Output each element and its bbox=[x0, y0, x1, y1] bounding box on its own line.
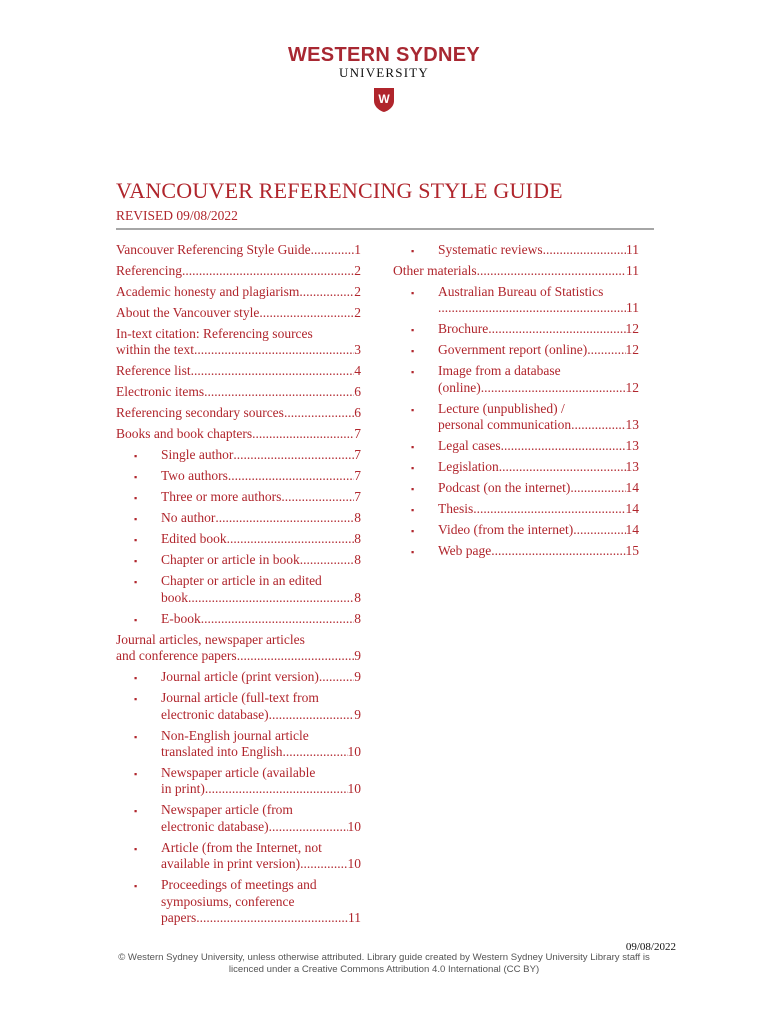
toc-entry-text: Other materials bbox=[393, 263, 477, 278]
toc-entry-text: Books and book chapters bbox=[116, 426, 253, 442]
dot-leader bbox=[319, 669, 354, 685]
toc-page-number: 11 bbox=[626, 242, 639, 257]
toc-entry-text: Single author bbox=[161, 447, 234, 463]
bullet-icon: ▪ bbox=[134, 843, 138, 854]
toc-entry[interactable] bbox=[393, 480, 639, 496]
dot-leader bbox=[587, 342, 625, 358]
toc-entry-text: Web page bbox=[438, 543, 492, 559]
toc-entry[interactable] bbox=[116, 552, 361, 568]
toc-entry-text: E-book bbox=[161, 610, 201, 626]
toc-page-number: 10 bbox=[347, 781, 361, 797]
bullet-icon: ▪ bbox=[411, 547, 415, 558]
dot-leader bbox=[228, 468, 354, 484]
dot-leader bbox=[205, 781, 348, 797]
dot-leader bbox=[204, 384, 354, 400]
dot-leader bbox=[182, 263, 354, 279]
toc-entry-text: Systematic reviews bbox=[438, 242, 543, 257]
toc-entry-text: translated into English bbox=[161, 744, 283, 760]
dot-leader bbox=[284, 405, 354, 421]
toc-entry-text: Legal cases bbox=[438, 438, 501, 454]
toc-entry-text: Two authors bbox=[161, 468, 228, 484]
logo-name: WESTERN SYDNEY bbox=[287, 44, 480, 66]
toc-page-number: 2 bbox=[354, 263, 361, 278]
toc-entry-text: Video (from the internet) bbox=[438, 522, 574, 538]
toc-page-number: 3 bbox=[354, 342, 361, 358]
bullet-icon: ▪ bbox=[411, 346, 415, 357]
bullet-icon: ▪ bbox=[134, 806, 138, 817]
crest-shield-icon bbox=[373, 87, 395, 113]
toc-page-number: 9 bbox=[354, 669, 361, 685]
toc-page-number: 8 bbox=[354, 610, 361, 626]
toc-entry-text: Academic honesty and plagiarism bbox=[116, 284, 300, 299]
toc-entry-text: symposiums, conference bbox=[161, 893, 295, 909]
toc-column-left bbox=[116, 242, 361, 931]
footer-line-2: licenced under a Creative Commons Attribution 4.0 International (CC BY) bbox=[228, 963, 540, 975]
bullet-icon: ▪ bbox=[411, 246, 415, 256]
toc-page-number: 6 bbox=[354, 384, 361, 400]
dot-leader bbox=[573, 522, 625, 538]
dot-leader bbox=[269, 819, 348, 835]
toc-entry-text: papers bbox=[161, 910, 197, 926]
toc-entry-text: Referencing bbox=[116, 263, 182, 278]
toc-entry-text: within the text bbox=[116, 342, 194, 358]
toc-entry[interactable] bbox=[393, 263, 639, 279]
bullet-icon: ▪ bbox=[411, 442, 415, 453]
dot-leader bbox=[191, 363, 355, 379]
bullet-icon: ▪ bbox=[134, 769, 138, 780]
toc-entry-text: Chapter or article in book bbox=[161, 552, 300, 568]
toc-page-number: 8 bbox=[354, 589, 361, 605]
toc-page-number: 13 bbox=[625, 417, 639, 433]
toc-entry-text: Government report (online) bbox=[438, 342, 588, 358]
toc-entry[interactable] bbox=[116, 263, 361, 279]
dot-leader bbox=[201, 611, 355, 627]
toc-entry-text: Newspaper article (from bbox=[161, 802, 293, 818]
toc-page-number: 4 bbox=[354, 363, 361, 379]
toc-page-number: 13 bbox=[625, 438, 639, 454]
crest-letter: W bbox=[378, 92, 390, 106]
bullet-icon: ▪ bbox=[134, 577, 138, 588]
toc-entry-text: No author bbox=[161, 510, 216, 526]
toc-entry-text: Non-English journal article bbox=[161, 727, 309, 743]
toc-entry[interactable] bbox=[116, 669, 361, 685]
bullet-icon: ▪ bbox=[411, 404, 415, 415]
toc-entry[interactable] bbox=[116, 468, 361, 484]
toc-page-number: 8 bbox=[354, 531, 361, 547]
toc-page-number: 2 bbox=[354, 305, 361, 320]
toc-entry[interactable] bbox=[116, 840, 361, 873]
dot-leader bbox=[237, 648, 355, 664]
toc-entry[interactable] bbox=[393, 242, 639, 258]
toc-entry-text: electronic database) bbox=[161, 818, 269, 834]
toc-entry-text: book bbox=[161, 589, 188, 605]
bullet-icon: ▪ bbox=[411, 484, 415, 495]
toc-page-number: 7 bbox=[354, 468, 361, 484]
bullet-icon: ▪ bbox=[134, 731, 138, 742]
toc-page-number: 7 bbox=[354, 489, 361, 505]
dot-leader bbox=[299, 284, 354, 300]
toc-entry-text: available in print version) bbox=[161, 856, 301, 872]
bullet-icon: ▪ bbox=[134, 556, 138, 567]
bullet-icon: ▪ bbox=[411, 288, 415, 298]
dot-leader bbox=[481, 380, 626, 396]
toc-page-number: 8 bbox=[354, 552, 361, 568]
dot-leader bbox=[252, 426, 354, 442]
dot-leader bbox=[215, 510, 354, 526]
dot-leader bbox=[300, 856, 347, 872]
toc-entry-text: Journal article (full-text from bbox=[161, 690, 319, 706]
dot-leader bbox=[282, 744, 347, 760]
toc-entry-text: Vancouver Referencing Style Guide bbox=[116, 242, 311, 257]
toc-page-number: 12 bbox=[625, 321, 639, 337]
toc-entry-text: Newspaper article (available bbox=[161, 765, 316, 781]
dot-leader bbox=[233, 447, 354, 463]
toc-entry[interactable] bbox=[116, 611, 361, 627]
toc-entry-text: About the Vancouver style bbox=[116, 305, 260, 320]
bullet-icon: ▪ bbox=[134, 514, 138, 525]
dot-leader bbox=[281, 489, 354, 505]
toc-entry-text: In-text citation: Referencing sources bbox=[116, 326, 313, 341]
footer-date: 09/08/2022 bbox=[625, 941, 676, 953]
toc-page-number: 11 bbox=[626, 300, 639, 316]
toc-entry[interactable] bbox=[116, 489, 361, 505]
toc-entry-text: Podcast (on the internet) bbox=[438, 480, 571, 496]
bullet-icon: ▪ bbox=[411, 325, 415, 336]
toc-entry[interactable] bbox=[393, 284, 639, 317]
title-divider bbox=[116, 228, 654, 230]
dot-leader bbox=[194, 342, 354, 358]
bullet-icon: ▪ bbox=[411, 367, 415, 378]
toc-entry-text: Journal articles, newspaper articles bbox=[116, 631, 305, 647]
toc-entry[interactable] bbox=[393, 438, 639, 454]
toc-entry-text: Brochure bbox=[438, 321, 489, 337]
bullet-icon: ▪ bbox=[134, 535, 138, 546]
dot-leader bbox=[300, 552, 355, 568]
toc-entry[interactable] bbox=[116, 690, 361, 723]
bullet-icon: ▪ bbox=[134, 451, 138, 462]
toc-entry[interactable] bbox=[116, 728, 361, 761]
toc-entry-text: Chapter or article in an edited bbox=[161, 573, 322, 589]
toc-entry-text: Image from a database bbox=[438, 363, 561, 379]
dot-leader bbox=[269, 707, 355, 723]
revision-date: REVISED 09/08/2022 bbox=[116, 208, 238, 223]
dot-leader bbox=[571, 417, 625, 433]
toc-entry[interactable] bbox=[116, 802, 361, 835]
toc-entry-text: Reference list bbox=[116, 363, 191, 379]
toc-page-number: 9 bbox=[354, 706, 361, 722]
toc-entry-text: Article (from the Internet, not bbox=[161, 839, 322, 855]
toc-entry[interactable] bbox=[116, 326, 361, 359]
toc-page-number: 7 bbox=[354, 447, 361, 463]
dot-leader bbox=[491, 543, 625, 559]
toc-page-number: 15 bbox=[625, 543, 639, 559]
dot-leader bbox=[477, 263, 626, 279]
toc-entry-text: Journal article (print version) bbox=[161, 669, 319, 685]
dot-leader bbox=[438, 300, 626, 316]
dot-leader bbox=[499, 459, 626, 475]
toc-page-number: 9 bbox=[354, 648, 361, 664]
toc-page-number: 14 bbox=[625, 480, 639, 496]
bullet-icon: ▪ bbox=[134, 472, 138, 483]
toc-entry-text: Proceedings of meetings and bbox=[161, 877, 317, 893]
toc-page-number: 10 bbox=[347, 856, 361, 872]
toc-entry-text: Lecture (unpublished) / bbox=[438, 400, 565, 416]
toc-page-number: 14 bbox=[625, 501, 639, 517]
bullet-icon: ▪ bbox=[134, 493, 138, 504]
toc-page-number: 12 bbox=[625, 342, 639, 358]
dot-leader bbox=[543, 242, 626, 258]
toc-entry[interactable] bbox=[393, 321, 639, 337]
dot-leader bbox=[311, 242, 355, 258]
toc-entry-text: in print) bbox=[161, 781, 205, 797]
toc-entry[interactable] bbox=[393, 342, 639, 358]
bullet-icon: ▪ bbox=[134, 694, 138, 705]
toc-entry[interactable] bbox=[116, 242, 361, 258]
toc-entry-text: (online) bbox=[438, 379, 481, 395]
toc-entry[interactable] bbox=[116, 405, 361, 421]
toc-page-number: 11 bbox=[348, 910, 361, 926]
footer-line-1: © Western Sydney University, unless otherwise attributed. Library guide created by Western Sydney University Library staff is bbox=[118, 952, 650, 963]
toc-page-number: 1 bbox=[354, 242, 361, 257]
toc-entry[interactable] bbox=[116, 510, 361, 526]
toc-entry[interactable] bbox=[393, 401, 639, 434]
toc-entry[interactable] bbox=[116, 384, 361, 400]
toc-page-number: 14 bbox=[625, 522, 639, 538]
toc-entry[interactable] bbox=[393, 501, 639, 517]
page-title: VANCOUVER REFERENCING STYLE GUIDE bbox=[116, 178, 563, 203]
toc-column-right bbox=[393, 242, 639, 564]
toc-entry-text: electronic database) bbox=[161, 706, 269, 722]
bullet-icon: ▪ bbox=[411, 463, 415, 474]
toc-page-number: 6 bbox=[354, 405, 361, 421]
dot-leader bbox=[488, 321, 625, 337]
toc-entry[interactable] bbox=[393, 459, 639, 475]
dot-leader bbox=[188, 590, 354, 606]
toc-entry[interactable] bbox=[116, 531, 361, 547]
toc-entry[interactable] bbox=[393, 543, 639, 559]
bullet-icon: ▪ bbox=[411, 526, 415, 537]
dot-leader bbox=[473, 501, 625, 517]
dot-leader bbox=[501, 438, 626, 454]
toc-page-number: 13 bbox=[625, 459, 639, 475]
toc-entry[interactable] bbox=[116, 632, 361, 665]
toc-entry[interactable] bbox=[116, 426, 361, 442]
toc-entry-text: Three or more authors bbox=[161, 489, 282, 505]
toc-entry-text: Thesis bbox=[438, 501, 474, 517]
toc-entry-text: and conference papers bbox=[116, 648, 237, 664]
toc-entry[interactable] bbox=[116, 284, 361, 300]
toc-page-number: 10 bbox=[347, 744, 361, 760]
toc-entry[interactable] bbox=[116, 447, 361, 463]
bullet-icon: ▪ bbox=[134, 881, 138, 892]
toc-entry-text: Edited book bbox=[161, 531, 227, 547]
toc-entry[interactable] bbox=[393, 522, 639, 538]
toc-entry[interactable] bbox=[116, 877, 361, 926]
toc-entry-text: Referencing secondary sources bbox=[116, 405, 284, 421]
bullet-icon: ▪ bbox=[411, 505, 415, 516]
dot-leader bbox=[570, 480, 625, 496]
toc-entry[interactable] bbox=[116, 573, 361, 606]
toc-entry-text: personal communication bbox=[438, 417, 572, 433]
toc-page-number: 7 bbox=[354, 426, 361, 442]
toc-entry[interactable] bbox=[116, 363, 361, 379]
bullet-icon: ▪ bbox=[134, 614, 138, 625]
dot-leader bbox=[259, 305, 354, 321]
toc-entry[interactable] bbox=[116, 765, 361, 798]
toc-page-number: 2 bbox=[354, 284, 361, 299]
dot-leader bbox=[227, 531, 355, 547]
toc-page-number: 11 bbox=[626, 263, 639, 278]
footer-license bbox=[0, 952, 768, 975]
toc-entry-text: Legislation bbox=[438, 459, 499, 475]
toc-page-number: 10 bbox=[347, 818, 361, 834]
toc-entry-text: Electronic items bbox=[116, 384, 205, 400]
university-logo bbox=[0, 44, 768, 113]
logo-subtitle: UNIVERSITY bbox=[339, 65, 429, 80]
bullet-icon: ▪ bbox=[134, 673, 138, 684]
toc-entry[interactable] bbox=[116, 305, 361, 321]
dot-leader bbox=[196, 910, 348, 926]
toc-entry-text: Australian Bureau of Statistics bbox=[438, 284, 604, 299]
toc-entry[interactable] bbox=[393, 363, 639, 396]
toc-page-number: 8 bbox=[354, 510, 361, 526]
toc-page-number: 12 bbox=[625, 379, 639, 395]
